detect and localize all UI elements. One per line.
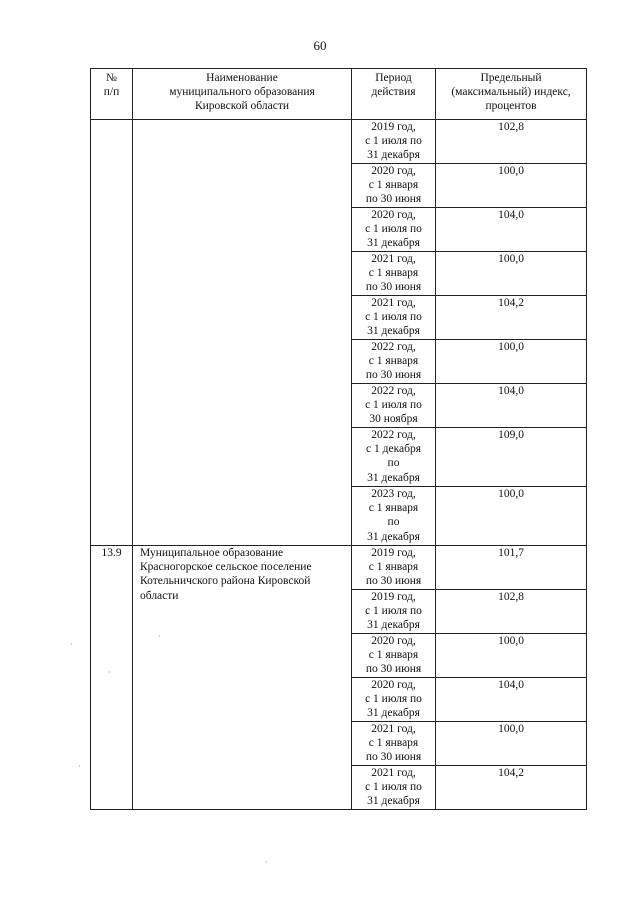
period-cell: [352, 678, 436, 722]
header-name: [133, 69, 352, 120]
municipality-name-line: Муниципальное образование: [140, 547, 284, 559]
header-period-line: действия: [371, 86, 416, 99]
index-cell: [436, 634, 587, 678]
period-cell: [352, 766, 436, 810]
period-line: 31 декабря: [367, 237, 420, 250]
period-line: 31 декабря: [367, 149, 420, 162]
period-line: по 30 июня: [365, 575, 422, 588]
index-cell: [436, 164, 587, 208]
period-line: с 1 июля по: [365, 781, 422, 794]
scan-artifact-dot: ·: [265, 858, 268, 867]
header-period: [352, 69, 436, 120]
table-row: [91, 546, 587, 590]
period-line: 2020 год,: [371, 209, 416, 221]
index-cell: [436, 208, 587, 252]
period-cell: [352, 296, 436, 340]
period-line: с 1 июля по: [365, 311, 422, 324]
index-value: 104,2: [498, 297, 524, 309]
period-cell: [352, 252, 436, 296]
page-number: 60: [313, 38, 327, 53]
scan-artifact-dot: ·: [78, 762, 81, 771]
period-cell: [352, 546, 436, 590]
scan-artifact-dot: ·: [70, 640, 73, 649]
index-cell: [436, 722, 587, 766]
period-line: с 1 июля по: [365, 693, 422, 706]
table-header-row: [91, 69, 587, 120]
period-line: с 1 января: [368, 355, 419, 368]
index-value: 100,0: [498, 341, 524, 353]
period-line: по 30 июня: [365, 663, 422, 676]
period-line: с 1 июля по: [365, 223, 422, 236]
period-line: с 1 июля по: [365, 399, 422, 412]
period-line: по: [387, 457, 400, 470]
tariff-index-table: [90, 68, 587, 810]
period-line: 31 декабря: [367, 795, 420, 808]
period-line: с 1 декабря: [366, 443, 421, 456]
period-line: 2019 год,: [371, 121, 416, 133]
period-line: 30 ноября: [369, 413, 418, 426]
period-line: 31 декабря: [367, 619, 420, 632]
index-cell: [436, 590, 587, 634]
period-line: 2023 год,: [371, 488, 416, 500]
index-value: 102,8: [498, 121, 524, 133]
scan-artifact-dot: ·: [158, 632, 161, 641]
index-cell: [436, 384, 587, 428]
period-line: с 1 января: [368, 737, 419, 750]
period-line: 2020 год,: [371, 165, 416, 177]
index-cell: [436, 120, 587, 164]
period-line: с 1 января: [368, 267, 419, 280]
period-cell: [352, 428, 436, 487]
period-line: с 1 января: [368, 649, 419, 662]
municipality-name-line: области: [140, 589, 179, 602]
header-period-line: Период: [375, 72, 412, 84]
index-value: 100,0: [498, 635, 524, 647]
index-value: 104,0: [498, 679, 524, 691]
period-line: по 30 июня: [365, 369, 422, 382]
index-value: 102,8: [498, 591, 524, 603]
period-line: по: [387, 516, 400, 529]
period-line: 31 декабря: [367, 471, 420, 484]
period-line: по 30 июня: [365, 281, 422, 294]
period-line: 2019 год,: [371, 591, 416, 603]
header-index-line: процентов: [485, 100, 537, 113]
index-value: 104,0: [498, 385, 524, 397]
index-value: 109,0: [498, 429, 524, 441]
period-line: 2020 год,: [371, 679, 416, 691]
municipality-name-cell: [133, 120, 352, 546]
period-line: 2021 год,: [371, 723, 416, 735]
period-cell: [352, 120, 436, 164]
period-line: 31 декабря: [367, 325, 420, 338]
period-line: 31 декабря: [367, 530, 420, 543]
header-number-line: №: [106, 72, 117, 84]
index-value: 100,0: [498, 488, 524, 500]
period-line: 2019 год,: [371, 547, 416, 559]
header-number: [91, 69, 133, 120]
index-cell: [436, 340, 587, 384]
period-line: по 30 июня: [365, 751, 422, 764]
index-value: 100,0: [498, 165, 524, 177]
index-value: 104,2: [498, 767, 524, 779]
table-body: [91, 120, 587, 810]
index-value: 100,0: [498, 723, 524, 735]
scan-artifact-dot: ·: [108, 668, 111, 677]
index-value: 104,0: [498, 209, 524, 221]
municipality-name-line: Котельничского района Кировской: [140, 575, 311, 588]
municipality-name-line: Красногорское сельское поселение: [140, 561, 312, 574]
row-number-cell: [91, 120, 133, 546]
period-cell: [352, 340, 436, 384]
index-cell: [436, 766, 587, 810]
period-line: 2021 год,: [371, 767, 416, 779]
period-line: 31 декабря: [367, 707, 420, 720]
index-cell: [436, 487, 587, 546]
row-number-cell: [91, 546, 133, 810]
period-line: 2022 год,: [371, 429, 416, 441]
header-number-line: п/п: [103, 86, 120, 99]
index-cell: [436, 546, 587, 590]
period-line: 2021 год,: [371, 253, 416, 265]
period-cell: [352, 384, 436, 428]
period-line: 2021 год,: [371, 297, 416, 309]
index-cell: [436, 428, 587, 487]
period-line: по 30 июня: [365, 193, 422, 206]
table-row: [91, 120, 587, 164]
period-line: с 1 июля по: [365, 605, 422, 618]
period-line: 2022 год,: [371, 341, 416, 353]
header-name-line: Наименование: [206, 72, 278, 84]
header-index-line: (максимальный) индекс,: [451, 86, 571, 99]
index-cell: [436, 252, 587, 296]
index-cell: [436, 296, 587, 340]
period-line: с 1 января: [368, 179, 419, 192]
row-number: 13.9: [101, 547, 122, 559]
period-cell: [352, 487, 436, 546]
index-cell: [436, 678, 587, 722]
period-cell: [352, 590, 436, 634]
municipality-name-cell: [133, 546, 352, 810]
period-cell: [352, 208, 436, 252]
index-value: 100,0: [498, 253, 524, 265]
period-cell: [352, 634, 436, 678]
period-line: 2022 год,: [371, 385, 416, 397]
header-name-line: муниципального образования: [169, 86, 315, 99]
header-index: [436, 69, 587, 120]
period-line: 2020 год,: [371, 635, 416, 647]
period-cell: [352, 722, 436, 766]
index-value: 101,7: [498, 547, 524, 559]
period-line: с 1 июля по: [365, 135, 422, 148]
header-index-line: Предельный: [480, 72, 542, 84]
header-name-line: Кировской области: [194, 100, 290, 113]
period-line: с 1 января: [368, 502, 419, 515]
period-cell: [352, 164, 436, 208]
period-line: с 1 января: [368, 561, 419, 574]
